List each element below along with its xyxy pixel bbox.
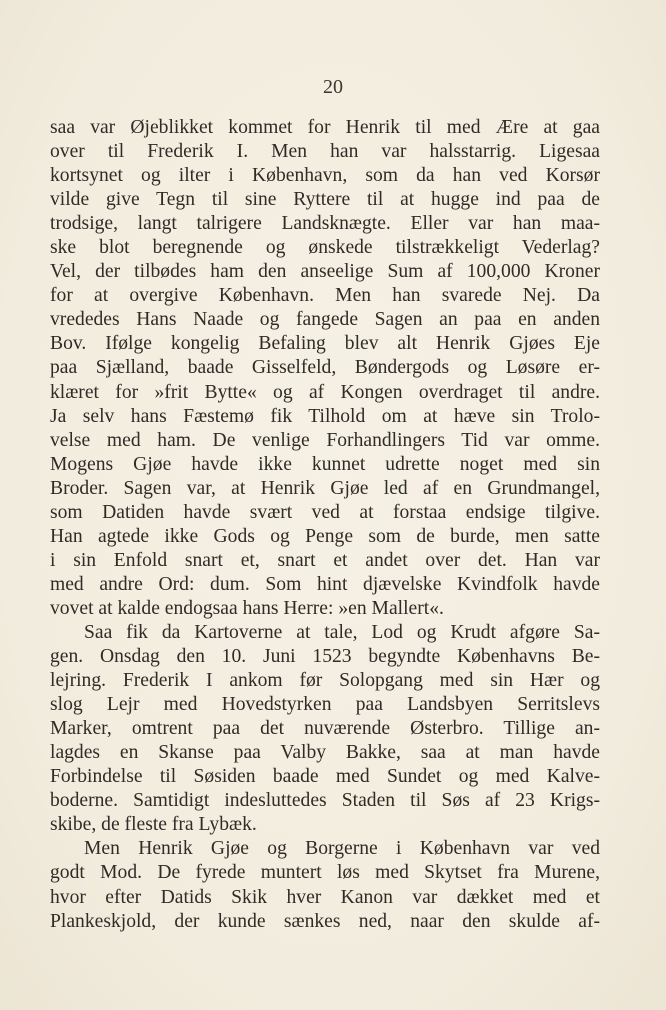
- text-line: slog Lejr med Hovedstyrken paa Landsbyen Serritslevs: [50, 694, 600, 716]
- text-line: Plankeskjold, der kunde sænkes ned, naar den skulde af-: [50, 910, 600, 932]
- text-line: Ja selv hans Fæstemø fik Tilhold om at hæve sin Trolo-: [50, 405, 600, 427]
- page-number: 20: [323, 76, 343, 98]
- text-line: lagdes en Skanse paa Valby Bakke, saa at man havde: [50, 742, 600, 764]
- text-line: som Datiden havde svært ved at forstaa endsige tilgive.: [50, 501, 600, 523]
- text-line: vilde give Tegn til sine Ryttere til at hugge ind paa de: [50, 189, 600, 211]
- text-line: Bov. Ifølge kongelig Befaling blev alt Henrik Gjøes Eje: [50, 333, 600, 355]
- text-line: Forbindelse til Søsiden baade med Sundet og med Kalve-: [50, 766, 600, 788]
- text-line: ske blot beregnende og ønskede tilstrækkeligt Vederlag?: [50, 237, 600, 259]
- text-line: trodsige, langt talrigere Landsknægte. Eller var han maa-: [50, 213, 600, 235]
- text-line: paa Sjælland, baade Gisselfeld, Bøndergods og Løsøre er-: [50, 357, 600, 379]
- text-line: skibe, de fleste fra Lybæk.: [50, 814, 257, 836]
- text-line: boderne. Samtidigt indesluttedes Staden til Søs af 23 Krigs-: [50, 790, 600, 812]
- text-line: med andre Ord: dum. Som hint djævelske Kvindfolk havde: [50, 573, 600, 595]
- text-line: Han agtede ikke Gods og Penge som de burde, men satte: [50, 525, 600, 547]
- text-line: Marker, omtrent paa det nuværende Østerbro. Tillige an-: [50, 718, 600, 740]
- text-line: i sin Enfold snart et, snart et andet over det. Han var: [50, 549, 600, 571]
- text-line: saa var Øjeblikket kommet for Henrik til med Ære at gaa: [50, 117, 600, 138]
- text-line: vovet at kalde endogsaa hans Herre: »en Mallert«.: [50, 597, 444, 619]
- body-text: [50, 116, 600, 934]
- text-line: Men Henrik Gjøe og Borgerne i København var ved: [84, 838, 600, 860]
- text-line: klæret for »frit Bytte« og af Kongen overdraget til andre.: [50, 381, 600, 403]
- text-line: lejring. Frederik I ankom før Solopgang med sin Hær og: [50, 670, 600, 692]
- text-line: over til Frederik I. Men han var halsstarrig. Ligesaa: [50, 141, 600, 163]
- text-line: velse med ham. De venlige Forhandlingers Tid var omme.: [50, 429, 600, 451]
- text-line: godt Mod. De fyrede muntert løs med Skytset fra Murene,: [50, 862, 600, 884]
- text-line: kortsynet og ilter i København, som da han ved Korsør: [50, 165, 600, 187]
- text-line: gen. Onsdag den 10. Juni 1523 begyndte Københavns Be-: [50, 646, 600, 668]
- text-line: Vel, der tilbødes ham den anseelige Sum af 100,000 Kroner: [50, 261, 600, 283]
- text-line: vrededes Hans Naade og fangede Sagen an paa en anden: [50, 309, 600, 331]
- text-line: hvor efter Datids Skik hver Kanon var dækket med et: [50, 886, 600, 908]
- text-line: Mogens Gjøe havde ikke kunnet udrette noget med sin: [50, 453, 600, 475]
- text-line: Saa fik da Kartoverne at tale, Lod og Krudt afgøre Sa-: [84, 621, 600, 643]
- text-line: Broder. Sagen var, at Henrik Gjøe led af en Grundmangel,: [50, 477, 600, 499]
- text-line: for at overgive København. Men han svarede Nej. Da: [50, 285, 600, 307]
